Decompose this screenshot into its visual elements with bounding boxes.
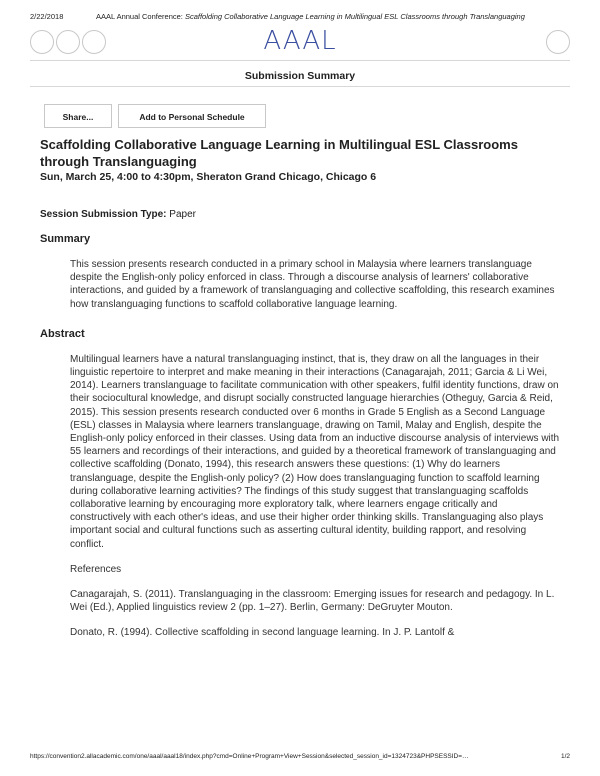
summary-heading: Summary — [40, 233, 91, 245]
print-title-session: Scaffolding Collaborative Language Learning in Multilingual ESL Classrooms through Translanguaging — [184, 12, 525, 21]
aaal-logo[interactable]: AAAL — [263, 26, 337, 56]
references-label: References — [70, 563, 122, 575]
abstract-text: Multilingual learners have a natural translanguaging instinct, that is, they draw on all the languages in their linguistic repertoire to interpret and make meaning in their interactions (Canagarajah, 2011; Garcia & Li Wei, 2014). Learners translanguage to facilitate communication with other speakers, fulfil identity functions, draw on their sociocultural knowledge, and disrupt socially constructed language hierarchies (Otheguy, Garcia & Reid, 2015). This session presents research conducted over 6 months in Grade 5 English as a Second Language (ESL) classes in Malaysia where learners translanguage, drawing on Tamil, Malay and English, despite the English-only policy enforced in their classes. Using data from an inductive discourse analysis of interviews with 55 learners and recordings of their interactions, and guided by a theoretical framework of translanguaging and collective scaffolding (Donato, 1994), this research answers these questions: (1) Why do learners translanguage, despite the English-only policy? (2) How does translanguaging function to scaffold learning during collaborative learning activities? The findings of this study suggest that translanguaging scaffolds collaborative learning by encouraging more exploratory talk, where learners engage critically and constructively with each other's ideas, and use their higher order thinking skills. Translanguaging also plays important social and cultural functions such as asserting cultural identity, building rapport, and resolving conflict. — [70, 353, 560, 550]
main-content — [40, 136, 560, 640]
menu-circle[interactable] — [546, 30, 570, 54]
nav-circle-3[interactable] — [82, 30, 106, 54]
session-time: Sun, March 25, 4:00 to 4:30pm, Sheraton Grand Chicago, Chicago 6 — [40, 171, 377, 183]
abstract-heading: Abstract — [40, 327, 85, 340]
nav-circles — [30, 30, 106, 54]
share-button[interactable]: Share... — [44, 104, 112, 128]
print-title-prefix: AAAL Annual Conference: — [96, 12, 185, 21]
top-bar — [30, 26, 570, 61]
reference-1: Canagarajah, S. (2011). Translanguaging in the classroom: Emerging issues for research and pedagogy. In L. Wei (Ed.), Applied linguistics review 2 (pp. 1–27). Berlin, Germany: DeGruyter Mouton. — [70, 589, 555, 614]
session-title: Scaffolding Collaborative Language Learning in Multilingual ESL Classrooms through Translanguaging — [40, 137, 518, 169]
submission-type-value: Paper — [169, 209, 196, 220]
reference-2: Donato, R. (1994). Collective scaffolding in second language learning. In J. P. Lantolf & — [70, 627, 455, 639]
print-url: https://convention2.allacademic.com/one/aaal/aaal18/index.php?cmd=Online+Program+View+Session&selected_session_id=1324723&PHPSESSID=… — [30, 753, 469, 760]
add-to-schedule-button[interactable]: Add to Personal Schedule — [118, 104, 266, 128]
page-number: 1/2 — [560, 753, 570, 760]
submission-type-label: Session Submission Type: — [40, 209, 167, 220]
page-title: Submission Summary — [30, 66, 570, 87]
submission-type — [40, 208, 560, 222]
nav-circle-1[interactable] — [30, 30, 54, 54]
action-buttons — [44, 104, 266, 128]
summary-text: This session presents research conducted in a primary school in Malaysia where learners translanguage despite the English-only policy enforced in class. Through a discourse analysis of learners' collaborative interactions, and guided by a framework of translanguaging and collective scaffolding, this research examines how translanguaging functions to scaffold collaborative language learning. — [70, 259, 555, 310]
print-title — [96, 12, 525, 21]
nav-circle-2[interactable] — [56, 30, 80, 54]
print-date: 2/22/2018 — [30, 12, 64, 21]
